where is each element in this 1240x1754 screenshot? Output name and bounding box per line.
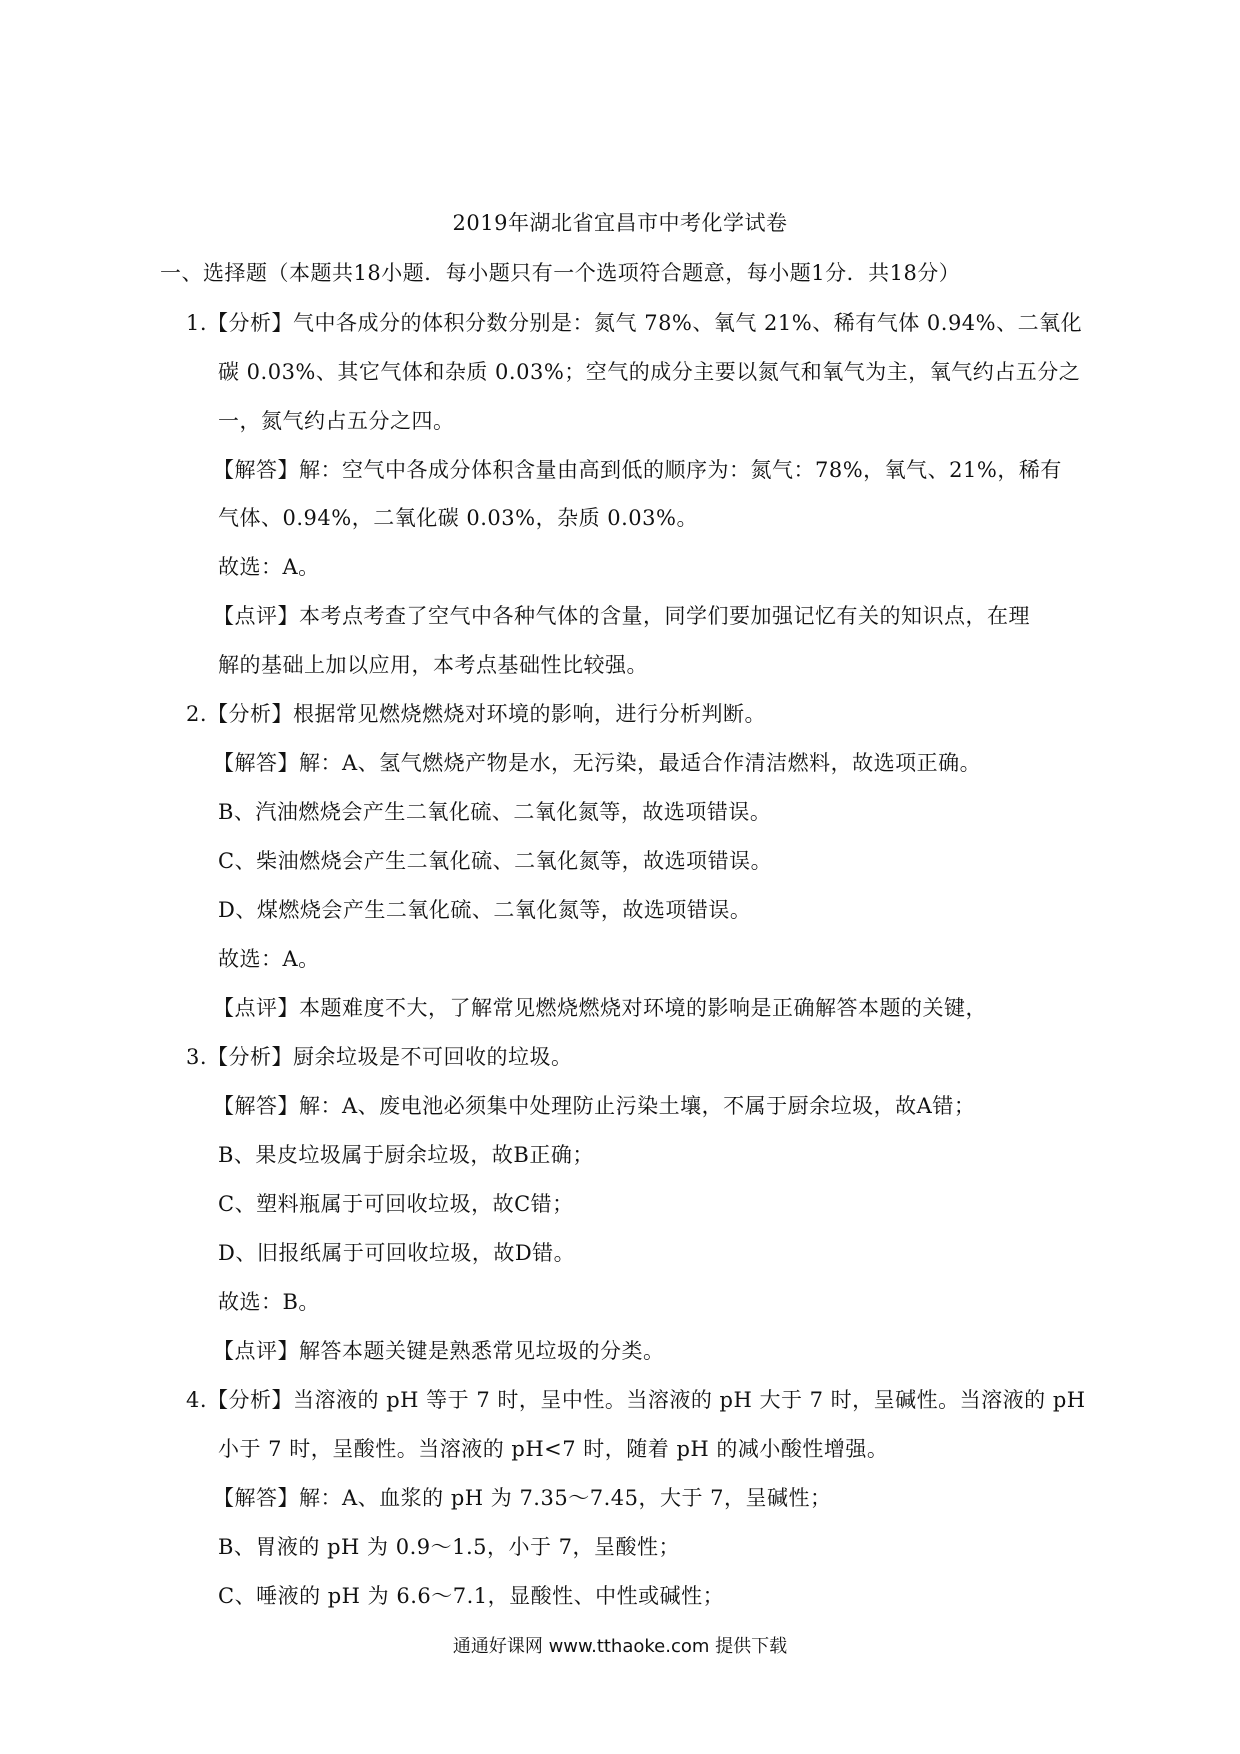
q1-analysis-line-1: 1.【分析】气中各成分的体积分数分别是：氮气 78%、氧气 21%、稀有气体 0.94%、二氧化: [186, 311, 1083, 335]
q3-analysis: 3.【分析】厨余垃圾是不可回收的垃圾。: [186, 1045, 573, 1069]
q3-answer-c: C、塑料瓶属于可回收垃圾，故C错；: [218, 1192, 574, 1216]
q1-analysis-line-2: 碳 0.03%、其它气体和杂质 0.03%；空气的成分主要以氮气和氧气为主，氧气约占五分之: [218, 360, 1081, 384]
q2-answer-d: D、煤燃烧会产生二氧化硫、二氧化氮等，故选项错误。: [218, 898, 752, 922]
q4-answer-a: 【解答】解：A、血浆的 pH 为 7.35～7.45，大于 7，呈碱性；: [213, 1486, 832, 1510]
q3-choice: 故选：B。: [218, 1290, 320, 1314]
section-heading: 一、选择题（本题共18小题．每小题只有一个选项符合题意，每小题1分．共18分）: [160, 261, 961, 285]
q1-answer-line-1: 【解答】解：空气中各成分体积含量由高到低的顺序为：氮气：78%，氧气、21%，稀有: [213, 458, 1062, 482]
q3-comment: 【点评】解答本题关键是熟悉常见垃圾的分类。: [213, 1339, 665, 1363]
q1-analysis-line-3: 一，氮气约占五分之四。: [218, 409, 455, 433]
q2-analysis: 2.【分析】根据常见燃烧燃烧对环境的影响，进行分析判断。: [186, 702, 767, 726]
q4-analysis-line-1: 4.【分析】当溶液的 pH 等于 7 时，呈中性。当溶液的 pH 大于 7 时，呈碱性。当溶液的 pH: [186, 1388, 1086, 1412]
q1-answer-line-2: 气体、0.94%，二氧化碳 0.03%，杂质 0.03%。: [218, 506, 698, 530]
q1-comment-line-1: 【点评】本考点考查了空气中各种气体的含量，同学们要加强记忆有关的知识点，在理: [213, 604, 1030, 628]
q2-choice: 故选：A。: [218, 947, 320, 971]
q3-answer-b: B、果皮垃圾属于厨余垃圾，故B正确；: [218, 1143, 594, 1167]
q2-answer-a: 【解答】解：A、氢气燃烧产物是水，无污染，最适合作清洁燃料，故选项正确。: [213, 751, 982, 775]
q3-answer-d: D、旧报纸属于可回收垃圾，故D错。: [218, 1241, 576, 1265]
q3-answer-a: 【解答】解：A、废电池必须集中处理防止污染土壤，不属于厨余垃圾，故A错；: [213, 1094, 976, 1118]
q2-answer-c: C、柴油燃烧会产生二氧化硫、二氧化氮等，故选项错误。: [218, 849, 773, 873]
q4-answer-c: C、唾液的 pH 为 6.6～7.1，显酸性、中性或碱性；: [218, 1584, 725, 1608]
q2-comment: 【点评】本题难度不大，了解常见燃烧燃烧对环境的影响是正确解答本题的关键，: [213, 996, 987, 1020]
q2-answer-b: B、汽油燃烧会产生二氧化硫、二氧化氮等，故选项错误。: [218, 800, 772, 824]
q4-answer-b: B、胃液的 pH 为 0.9～1.5，小于 7，呈酸性；: [218, 1535, 681, 1559]
page-footer: 通通好课网 www.tthaoke.com 提供下载: [452, 1636, 788, 1657]
q1-comment-line-2: 解的基础上加以应用，本考点基础性比较强。: [218, 653, 648, 677]
q1-choice: 故选：A。: [218, 555, 320, 579]
q4-analysis-line-2: 小于 7 时，呈酸性。当溶液的 pH<7 时，随着 pH 的减小酸性增强。: [218, 1437, 889, 1461]
page-title: 2019年湖北省宜昌市中考化学试卷: [452, 211, 788, 235]
